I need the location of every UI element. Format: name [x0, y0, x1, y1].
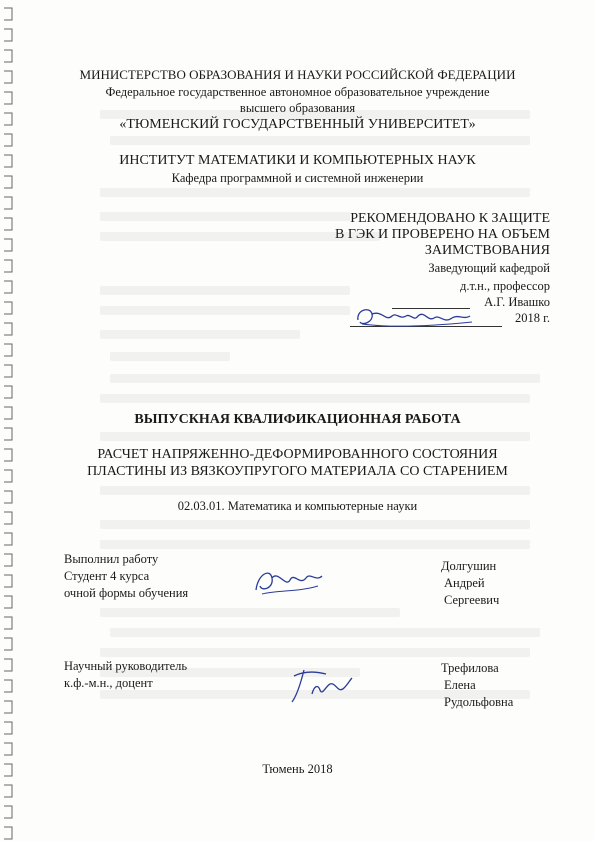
binding-hole [4, 239, 12, 251]
binding-hole [4, 29, 12, 41]
binding-hole [4, 134, 12, 146]
binding-hole [4, 50, 12, 62]
binding-hole [4, 617, 12, 629]
bleed-through-line [100, 520, 530, 529]
approval-line-1: РЕКОМЕНДОВАНО К ЗАЩИТЕ [350, 211, 550, 226]
binding-hole [4, 575, 12, 587]
supervisor-signature [286, 664, 356, 706]
binding-hole [4, 785, 12, 797]
supervisor-surname: Трефилова [441, 661, 499, 675]
institute-name: ИНСТИТУТ МАТЕМАТИКИ И КОМПЬЮТЕРНЫХ НАУК [119, 153, 476, 168]
specialty: 02.03.01. Математика и компьютерные науки [177, 499, 418, 513]
bleed-through-line [100, 306, 350, 315]
head-degree: д.т.н., профессор [460, 279, 550, 293]
supervisor-label-1: Научный руководитель [64, 659, 188, 673]
head-signature [352, 300, 477, 332]
author-surname: Долгушин [441, 559, 497, 573]
head-of-department-title: Заведующий кафедрой [428, 261, 550, 275]
bleed-through-line [100, 486, 530, 495]
binding-hole [4, 386, 12, 398]
binding-hole [4, 344, 12, 356]
bleed-through-line [100, 608, 400, 617]
binding-hole [4, 659, 12, 671]
bleed-through-line [100, 432, 530, 441]
bleed-through-line [100, 540, 530, 549]
binding-hole [4, 218, 12, 230]
author-name: Андрей [444, 576, 485, 590]
supervisor-patronymic: Рудольфовна [444, 695, 514, 709]
binding-hole [4, 680, 12, 692]
binding-hole [4, 302, 12, 314]
bleed-through-line [100, 188, 530, 197]
binding-hole [4, 827, 12, 839]
binding-hole [4, 554, 12, 566]
author-label-3: очной формы обучения [64, 586, 189, 600]
binding-hole [4, 8, 12, 20]
bleed-through-line [110, 136, 530, 145]
binding-hole [4, 533, 12, 545]
author-label-1: Выполнил работу [64, 552, 159, 566]
binding-hole [4, 428, 12, 440]
binding-hole [4, 197, 12, 209]
binding-hole [4, 260, 12, 272]
binding-hole [4, 596, 12, 608]
work-title-line-1: РАСЧЕТ НАПРЯЖЕННО-ДЕФОРМИРОВАННОГО СОСТОЯНИЯ [97, 447, 498, 462]
binding-hole [4, 512, 12, 524]
bleed-through-line [100, 212, 350, 221]
bleed-through-line [100, 648, 530, 657]
bleed-through-line [100, 286, 350, 295]
binding-hole [4, 638, 12, 650]
approval-line-2: В ГЭК И ПРОВЕРЕНО НА ОБЪЕМ [335, 227, 550, 242]
bleed-through-line [100, 394, 530, 403]
author-label-2: Студент 4 курса [64, 569, 150, 583]
institution-level: высшего образования [239, 101, 356, 115]
bleed-through-line [110, 628, 540, 637]
bleed-through-line [110, 352, 230, 361]
binding-hole [4, 701, 12, 713]
binding-hole [4, 806, 12, 818]
bleed-through-line [110, 374, 540, 383]
bleed-through-line [100, 330, 300, 339]
binding-hole [4, 281, 12, 293]
binding-hole [4, 743, 12, 755]
approval-date: 2018 г. [515, 311, 550, 325]
head-name: А.Г. Ивашко [484, 295, 550, 309]
department-name: Кафедра программной и системной инженерии [171, 171, 424, 185]
author-signature [248, 560, 328, 600]
author-patronymic: Сергеевич [444, 593, 500, 607]
institution-type: Федеральное государственное автономное образовательное учреждение [105, 85, 490, 99]
supervisor-name: Елена [444, 678, 476, 692]
work-type: ВЫПУСКНАЯ КВАЛИФИКАЦИОННАЯ РАБОТА [134, 412, 461, 427]
binding-hole [4, 722, 12, 734]
city-year: Тюмень 2018 [262, 762, 333, 776]
approval-line-3: ЗАИМСТВОВАНИЯ [424, 243, 550, 258]
binding-hole [4, 323, 12, 335]
ministry-heading: МИНИСТЕРСТВО ОБРАЗОВАНИЯ И НАУКИ РОССИЙСКОЙ ФЕДЕРАЦИИ [79, 67, 516, 82]
supervisor-label-2: к.ф.-м.н., доцент [64, 676, 153, 690]
work-title-line-2: ПЛАСТИНЫ ИЗ ВЯЗКОУПРУГОГО МАТЕРИАЛА СО СТАРЕНИЕМ [87, 464, 508, 479]
binding-hole [4, 365, 12, 377]
university-name: «ТЮМЕНСКИЙ ГОСУДАРСТВЕННЫЙ УНИВЕРСИТЕТ» [119, 117, 476, 132]
